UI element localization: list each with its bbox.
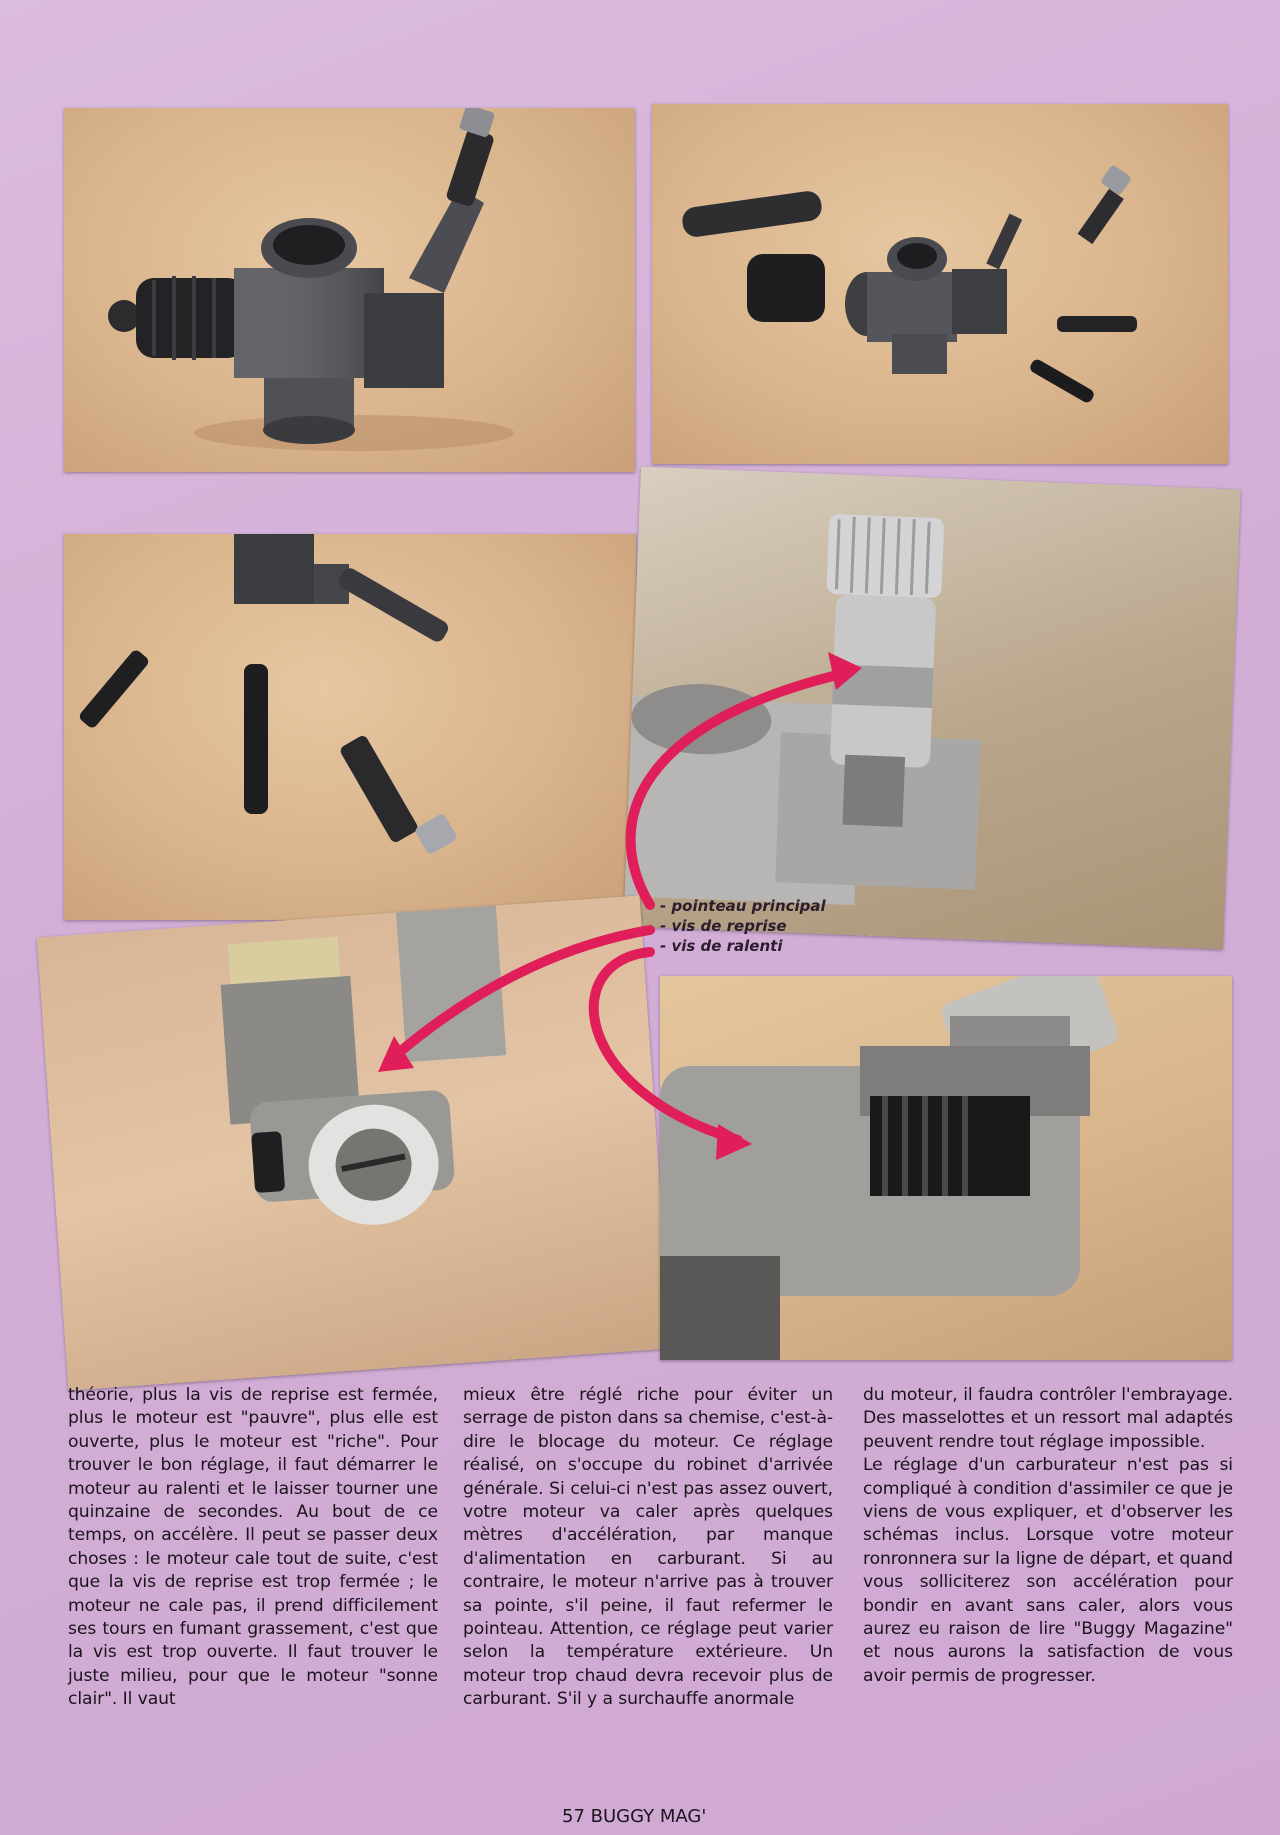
caption-line-main-needle: - pointeau principal [660,897,826,915]
needle-closeup-illustration [623,467,1240,950]
caption-line-idle-screw: - vis de ralenti [660,937,783,955]
photo-carburetor-assembled [64,108,635,472]
article-paragraph: mieux être réglé riche pour éviter un serrage de piston dans sa chemise, c'est-à-dire le blocage du moteur. Ce réglage réalisé, on s'occupe du robinet d'arrivée générale. Si celui-ci n'est pas assez ouvert, votre moteur va caler après quelques mètres d'accélération, par manque d'alimentation en carburant. Si au contraire, le moteur n'arrive pas à trouver sa pointe, s'il peine, il faut refermer le pointeau. Attention, ce réglage peut varier selon la température extérieure. Un moteur trop chaud devra recevoir plus de carburant. S'il y a surchauffe anormale [463,1385,833,1710]
photo-carburetor-parts [652,104,1228,464]
photo-caption [660,896,826,956]
article-paragraph: du moteur, il faudra contrôler l'embrayage. Des masselottes et un ressort mal adaptés peuvent rendre tout réglage impossible. [863,1385,1233,1452]
carburetor-parts-illustration [652,104,1228,464]
page-folio: 57 BUGGY MAG' [562,1806,707,1827]
photo-idle-screw [37,895,671,1390]
article-column-1 [68,1384,438,1712]
idle-screw-illustration [37,895,671,1390]
article-paragraph: Le réglage d'un carburateur n'est pas si compliqué à condition d'assimiler ce que je viens de vous expliquer, et d'observer les schémas inclus. Lorsque votre moteur ronronnera sur la ligne de départ, et quand vous solliciterez son accélération pour bondir en avant sans caler, alors vous aurez eu raison de lire "Buggy Magazine" et nous aurons la satisfaction de vous avoir permis de progresser. [863,1455,1233,1686]
caption-line-recovery-screw: - vis de reprise [660,917,787,935]
photo-needle-closeup [623,467,1240,950]
carburetor-assembled-illustration [64,108,635,472]
needle-parts-illustration [64,534,636,920]
article-paragraph: théorie, plus la vis de reprise est fermée, plus le moteur est "pauvre", plus elle est ouverte, plus le moteur est "riche". Pour trouver le bon réglage, il faut démarrer le moteur au ralenti et le laisser tourner une quinzaine de secondes. Au bout de ce temps, on accélère. Il peut se passer deux choses : le moteur cale tout de suite, c'est que la vis de reprise est trop fermée ; le moteur ne cale pas, il prend difficilement ses tours en fumant grassement, c'est que la vis est trop ouverte. Il faut trouver le juste milieu, pour que le moteur "sonne clair". Il vaut [68,1385,438,1710]
article-column-2 [463,1384,833,1712]
photo-needle-parts [64,534,636,920]
photo-recovery-screw [660,976,1232,1360]
article-column-3 [863,1384,1233,1688]
recovery-screw-illustration [660,976,1232,1360]
